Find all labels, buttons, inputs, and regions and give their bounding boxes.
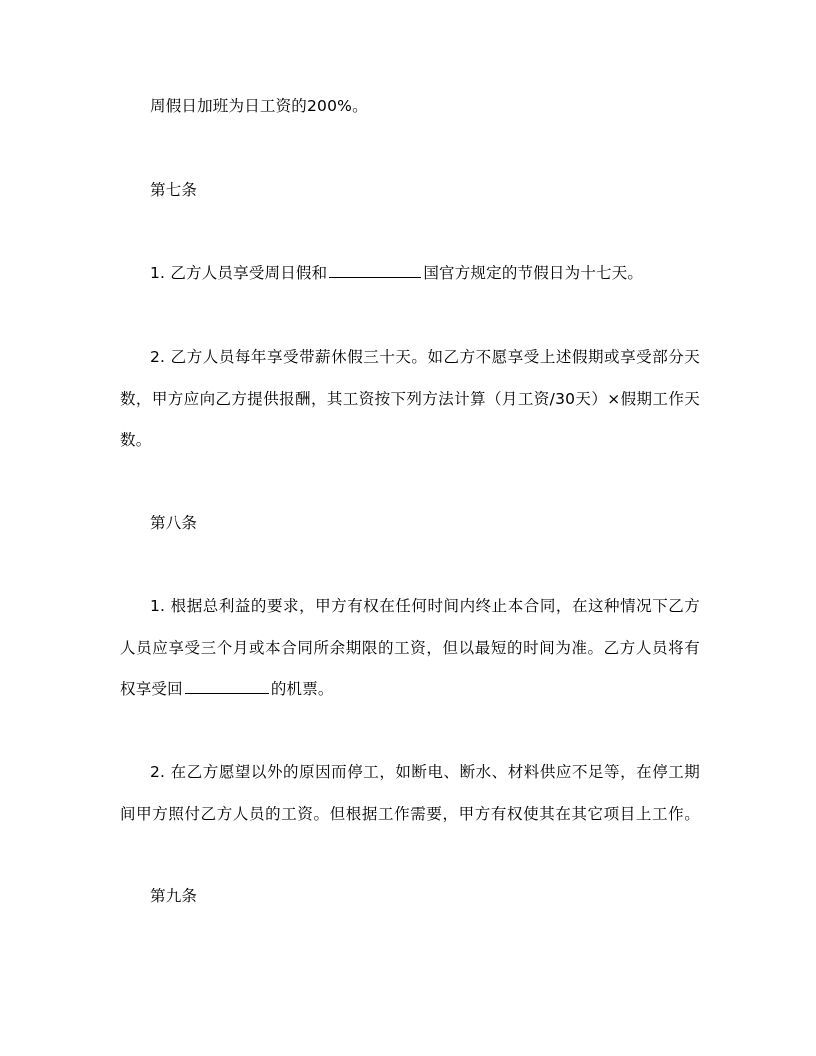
clause-8-2-line-2: 间甲方照付乙方人员的工资。但根据工作需要，甲方有权使其在其它项目上工作。 bbox=[120, 805, 700, 823]
clause-8-1-line-3-after: 的机票。 bbox=[270, 680, 334, 698]
fill-in-blank-country bbox=[329, 263, 421, 278]
clause-8-1-line-1: 1. 根据总利益的要求，甲方有权在任何时间内终止本合同，在这种情况下乙方 bbox=[150, 597, 700, 615]
article-9-heading: 第九条 bbox=[150, 887, 198, 905]
clause-7-2-line-1: 2. 乙方人员每年享受带薪休假三十天。如乙方不愿享受上述假期或享受部分天 bbox=[150, 348, 700, 366]
clause-8-1-line-2: 人员应享受三个月或本合同所余期限的工资，但以最短的时间为准。乙方人员将有 bbox=[120, 639, 700, 657]
fill-in-blank-destination bbox=[185, 679, 269, 694]
article-7-heading: 第七条 bbox=[150, 181, 198, 199]
clause-8-2-line-1: 2. 在乙方愿望以外的原因而停工，如断电、断水、材料供应不足等，在停工期 bbox=[150, 763, 700, 781]
clause-7-2-line-2: 数，甲方应向乙方提供报酬，其工资按下列方法计算（月工资/30天）×假期工作天 bbox=[120, 390, 700, 408]
article-8-heading: 第八条 bbox=[150, 514, 198, 532]
clause-7-2-line-3: 数。 bbox=[120, 431, 152, 449]
clause-7-1-text-after: 国官方规定的节假日为十七天。 bbox=[423, 264, 644, 282]
clause-8-1-line-3-before: 权享受回 bbox=[120, 680, 183, 698]
clause-7-1 bbox=[150, 263, 700, 283]
overtime-pay-text: 周假日加班为日工资的200%。 bbox=[150, 97, 368, 115]
clause-7-1-text-before: 1. 乙方人员享受周日假和 bbox=[150, 264, 328, 282]
clause-8-1-line-3 bbox=[120, 679, 700, 699]
